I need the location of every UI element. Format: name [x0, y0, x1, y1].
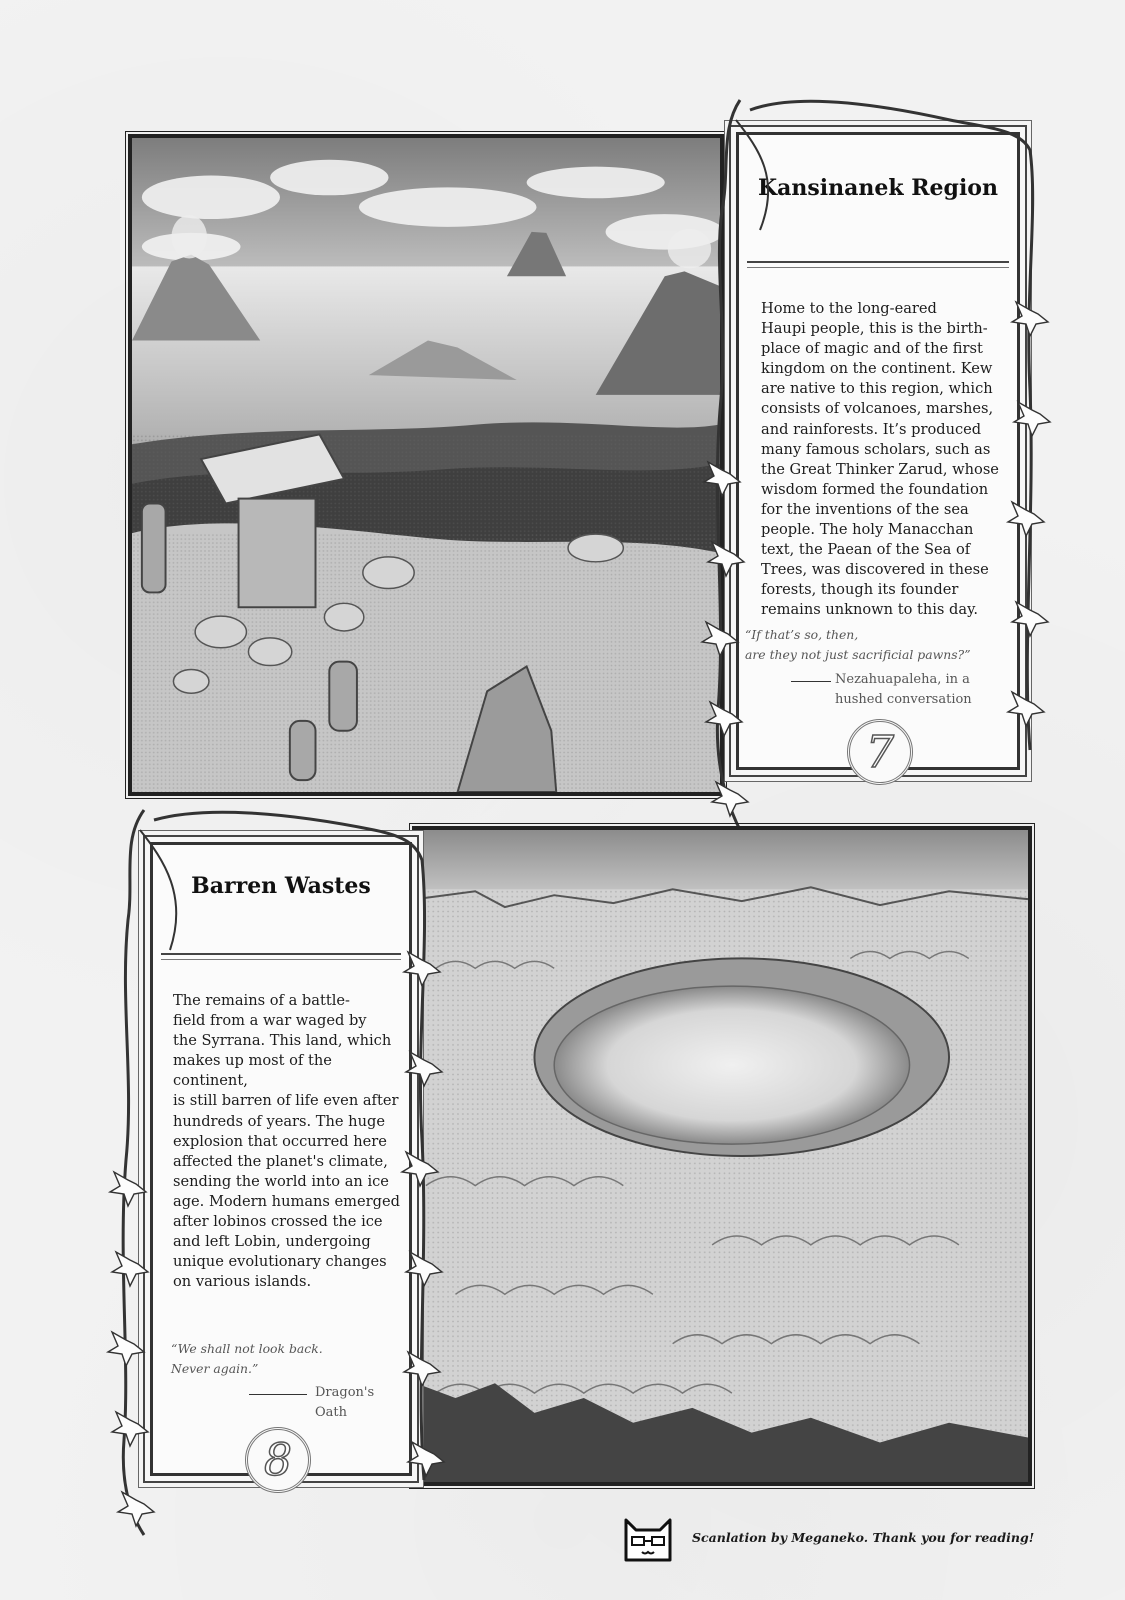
credit-text: Scanlation by Meganeko. Thank you for reading!	[692, 1529, 1035, 1545]
region-description: Home to the long-eared Haupi people, this is the birth- place of magic and of the first kingdom on the continent. Kew are native to this region, which consists of volcanoes, marshes, and rainforests. It’s produced many famous scholars, such as the Great Thinker Zarud, whose wisdom formed the foundation for the inventions of the sea people. The holy Manacchan text, the Paean of the Sea of Trees, was discovered in these forests, though its founder remains unknown to this day.	[761, 300, 999, 619]
attribution-dash	[791, 681, 831, 682]
region-description: The remains of a battle- field from a war waged by the Syrrana. This land, which makes up most of the continent, is still barren of life even after hundreds of years. The huge explosion that occurred here affected the planet's climate, sending the world into an ice age. Modern humans emerged after lobinos crossed the ice and left Lobin, undergoing unique evolutionary changes on various islands.	[173, 992, 400, 1291]
region-number-badge: 7	[847, 719, 913, 785]
barren-wastes-info-card	[150, 842, 412, 1486]
title-divider	[161, 953, 401, 960]
cat-icon	[620, 1510, 676, 1564]
quote-attribution: Nezahuapaleha, in a hushed conversation	[835, 672, 972, 707]
attribution-dash	[249, 1394, 307, 1395]
barren-wastes-illustration	[412, 826, 1032, 1486]
quote-attribution: Dragon's Oath	[315, 1385, 375, 1420]
kansinanek-illustration	[128, 134, 724, 796]
scanlation-credit	[620, 1510, 1050, 1564]
title-divider	[747, 261, 1009, 268]
kansinanek-info-card	[736, 132, 1020, 778]
region-title: Barren Wastes	[191, 873, 371, 899]
region-quote: “If that’s so, then, are they not just sacrificial pawns?”	[745, 627, 971, 662]
region-number-badge: 8	[245, 1427, 311, 1493]
region-quote: “We shall not look back. Never again.”	[171, 1341, 323, 1376]
region-title: Kansinanek Region	[758, 175, 998, 201]
